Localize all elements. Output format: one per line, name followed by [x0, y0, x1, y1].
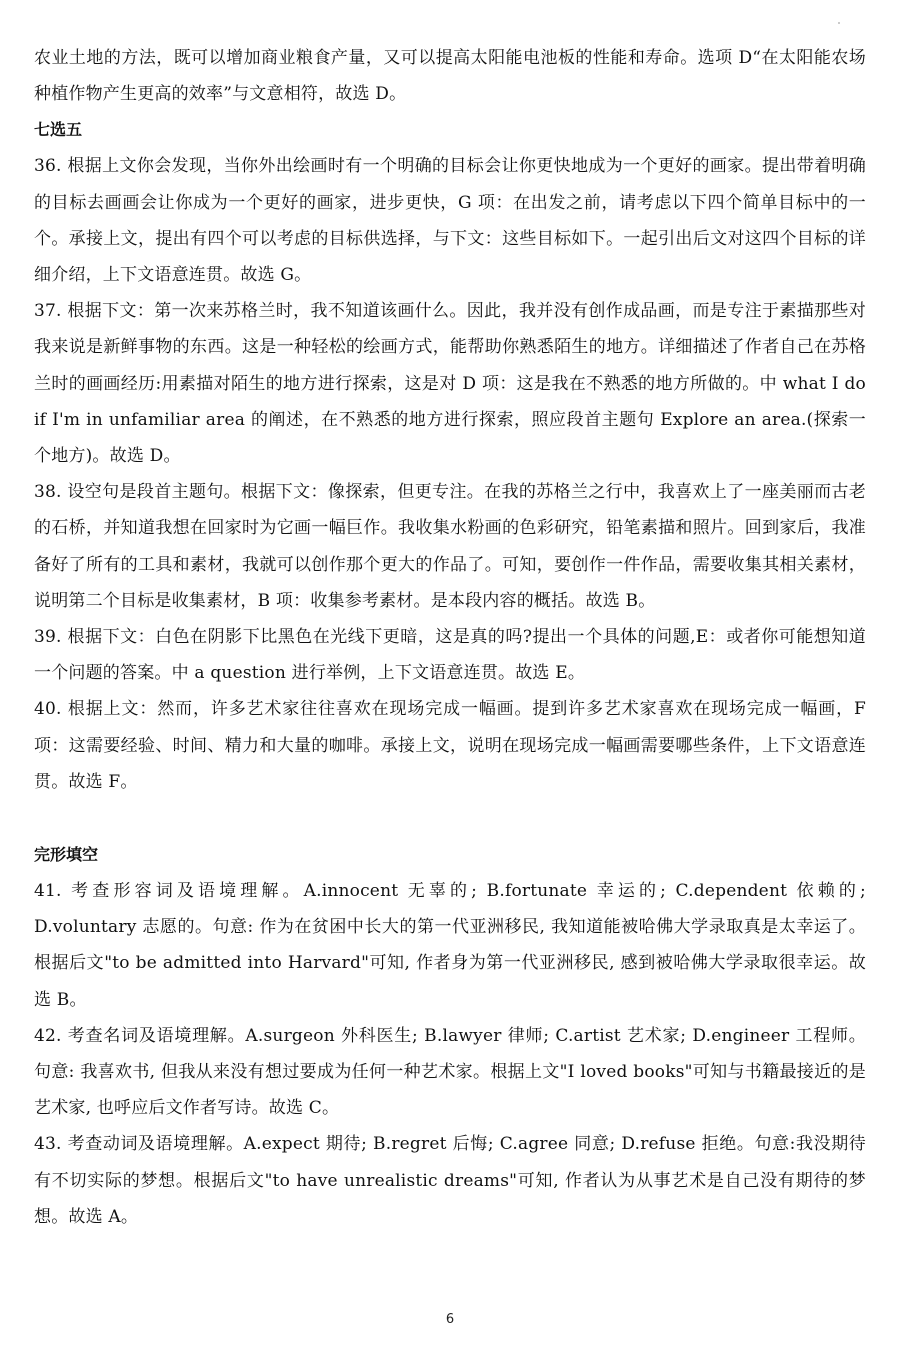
section-heading-seven-choose-five: 七选五: [34, 120, 83, 140]
answer-43: 43. 考查动词及语境理解。A.expect 期待; B.regret 后悔; C.agree 同意; D.refuse 拒绝。句意:我没期待有不切实际的梦想。根据后文"to have unrealistic dreams"可知, 作者认为从事艺术是自己没有期待的梦想。故选 A。: [34, 1134, 866, 1227]
section-heading-cloze: 完形填空: [34, 845, 99, 865]
paragraph-continued: 农业土地的方法，既可以增加商业粮食产量，又可以提高太阳能电池板的性能和寿命。选项 D“在太阳能农场种植作物产生更高的效率”与文意相符，故选 D。: [34, 48, 866, 105]
answer-37: 37. 根据下文：第一次来苏格兰时，我不知道该画什么。因此，我并没有创作成品画，而是专注于素描那些对我来说是新鲜事物的东西。这是一种轻松的绘画方式，能帮助你熟悉陌生的地方。详细描述了作者自己在苏格兰时的画画经历:用素描对陌生的地方进行探索，这是对 D 项：这是我在不熟悉的地方所做的。中 what I do if I'm in unfamiliar area 的阐述，在不熟悉的地方进行探索，照应段首主题句 Explore an area.(探索一个地方)。故选 D。: [34, 301, 866, 467]
answer-41: 41. 考查形容词及语境理解。A.innocent 无辜的; B.fortunate 幸运的; C.dependent 依赖的; D.voluntary 志愿的。句意: 作为在贫困中长大的第一代亚洲移民, 我知道能被哈佛大学录取真是太幸运了。根据后文"to be admitted into Harvard"可知, 作者身为第一代亚洲移民, 感到被哈佛大学录取很幸运。故选 B。: [34, 881, 866, 1010]
answer-40: 40. 根据上文：然而，许多艺术家往往喜欢在现场完成一幅画。提到许多艺术家喜欢在现场完成一幅画，F 项：这需要经验、时间、精力和大量的咖啡。承接上文，说明在现场完成一幅画需要哪些条件，上下文语意连贯。故选 F。: [34, 699, 866, 792]
document-body: [34, 40, 866, 1235]
answer-38: 38. 设空句是段首主题句。根据下文：像探索，但更专注。在我的苏格兰之行中，我喜欢上了一座美丽而古老的石桥，并知道我想在回家时为它画一幅巨作。我收集水粉画的色彩研究，铅笔素描和照片。回到家后，我准备好了所有的工具和素材，我就可以创作那个更大的作品了。可知，要创作一件作品，需要收集其相关素材，说明第二个目标是收集素材，B 项：收集参考素材。是本段内容的概括。故选 B。: [34, 482, 866, 611]
answer-36: 36. 根据上文你会发现，当你外出绘画时有一个明确的目标会让你更快地成为一个更好的画家。提出带着明确的目标去画画会让你成为一个更好的画家，进步更快，G 项：在出发之前，请考虑以下四个简单目标中的一个。承接上文，提出有四个可以考虑的目标供选择，与下文：这些目标如下。一起引出后文对这四个目标的详细介绍，上下文语意连贯。故选 G。: [34, 156, 866, 286]
scan-mark: [838, 22, 840, 24]
answer-42: 42. 考查名词及语境理解。A.surgeon 外科医生; B.lawyer 律师; C.artist 艺术家; D.engineer 工程师。句意: 我喜欢书, 但我从来没有想过要成为任何一种艺术家。根据上文"I loved books"可知与书籍最接近的是艺术家, 也呼应后文作者写诗。故选 C。: [34, 1025, 866, 1119]
page-number: 6: [445, 1312, 455, 1327]
section-gap: [34, 800, 866, 837]
answer-39: 39. 根据下文：白色在阴影下比黑色在光线下更暗，这是真的吗?提出一个具体的问题,E：或者你可能想知道一个问题的答案。中 a question 进行举例，上下文语意连贯。故选 E。: [34, 627, 866, 684]
